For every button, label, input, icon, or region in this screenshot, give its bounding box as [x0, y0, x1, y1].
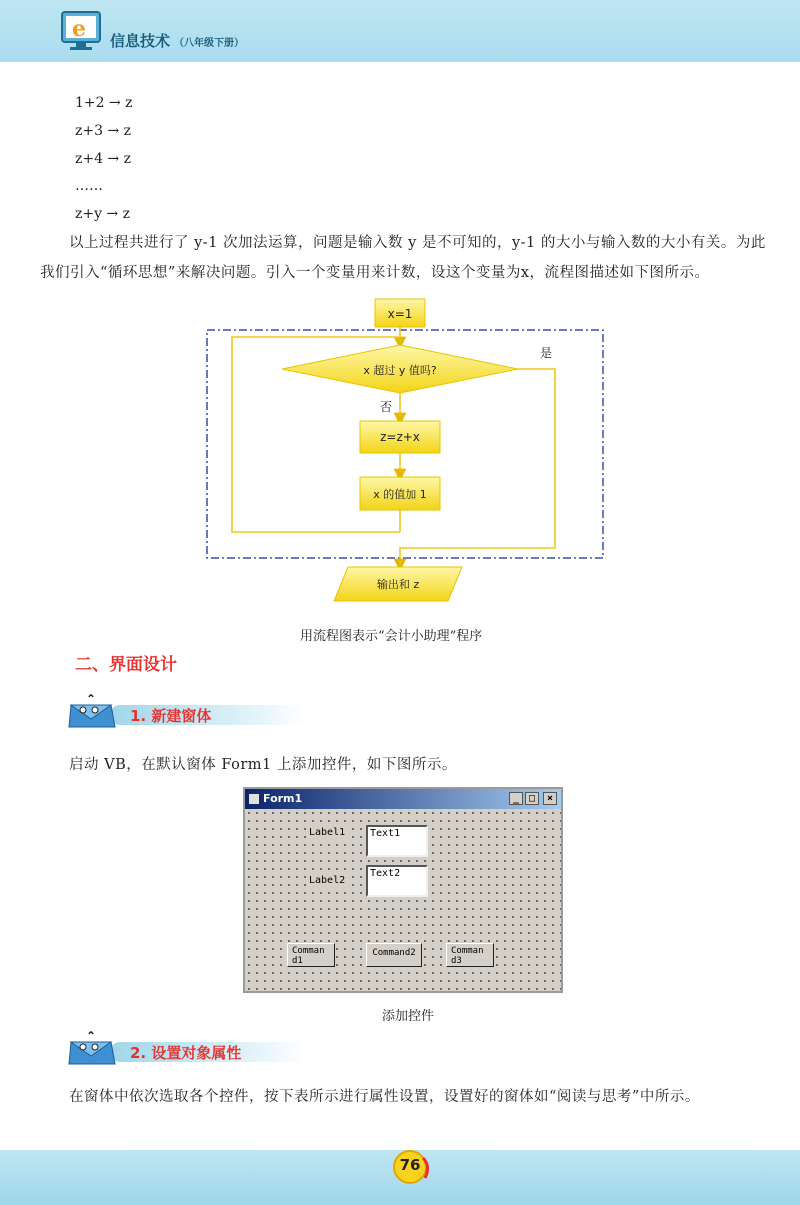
- maximize-icon[interactable]: □: [525, 792, 539, 805]
- command2-button[interactable]: Command2: [366, 943, 422, 967]
- vb-form-caption: 添加控件: [382, 1009, 435, 1024]
- vb-form-client: [245, 809, 561, 991]
- vb-form-window: [243, 787, 563, 993]
- subheading-new-form: [65, 693, 305, 729]
- form-icon: [249, 794, 259, 804]
- paragraph-loop-intro: 以上过程共进行了 y-1 次加法运算，问题是输入数 y 是不可知的，y-1 的大小与输入数的大小有关。为此我们引入“循环思想”来解决问题。引入一个变量用来计数，设这个变量为x，流程图描述如下图所示。: [40, 235, 766, 281]
- svg-text:e: e: [72, 16, 86, 42]
- label2[interactable]: Label2: [309, 875, 346, 886]
- yes-label: 是: [540, 346, 553, 360]
- calc-line-4: ……: [75, 178, 103, 194]
- envelope-mascot-icon: [65, 1030, 120, 1070]
- section-title: 二、界面设计: [75, 655, 177, 675]
- page-header: [0, 0, 800, 62]
- ie-logo-icon: [60, 8, 104, 52]
- loop-flowchart: [200, 295, 610, 610]
- page-number-badge: [393, 1148, 435, 1186]
- paragraph-start-vb: 启动 VB，在默认窗体 Form1 上添加控件，如下图所示。: [69, 757, 457, 773]
- close-icon[interactable]: ×: [543, 792, 557, 805]
- calc-line-3: z+4 → z: [75, 151, 132, 167]
- decision-text: x 超过 y 值吗?: [363, 364, 437, 377]
- command1-button[interactable]: Comman d1: [287, 943, 335, 967]
- calc-line-5: z+y → z: [75, 206, 131, 222]
- flowchart-caption: 用流程图表示“会计小助理”程序: [300, 629, 483, 644]
- vb-form-titlebar: [245, 789, 561, 809]
- paragraph-set-properties: 在窗体中依次选取各个控件，按下表所示进行属性设置，设置好的窗体如“阅读与思考”中所示。: [69, 1089, 700, 1105]
- page-number: 76: [399, 1156, 421, 1174]
- subheading-text: 1. 新建窗体: [130, 707, 212, 725]
- subheading-text: 2. 设置对象属性: [130, 1044, 242, 1062]
- output-text: 输出和 z: [376, 578, 420, 591]
- calc-line-2: z+3 → z: [75, 123, 132, 139]
- envelope-mascot-icon: [65, 693, 120, 733]
- calc-line-1: 1+2 → z: [75, 95, 133, 111]
- command3-button[interactable]: Comman d3: [446, 943, 494, 967]
- step1-text: z=z+x: [380, 430, 420, 444]
- text1-box[interactable]: Text1: [366, 825, 428, 857]
- step2-text: x 的值加 1: [373, 488, 427, 501]
- book-subtitle: （八年级下册）: [174, 38, 245, 49]
- label1[interactable]: Label1: [309, 827, 346, 838]
- vb-form-title: Form1: [263, 792, 303, 805]
- minimize-icon[interactable]: _: [509, 792, 523, 805]
- no-label: 否: [380, 400, 393, 414]
- book-title: 信息技术 （八年级下册）: [110, 32, 245, 50]
- init-text: x=1: [387, 307, 413, 321]
- yes-branch-line: [400, 369, 555, 565]
- text2-box[interactable]: Text2: [366, 865, 428, 897]
- subheading-set-properties: [65, 1030, 305, 1066]
